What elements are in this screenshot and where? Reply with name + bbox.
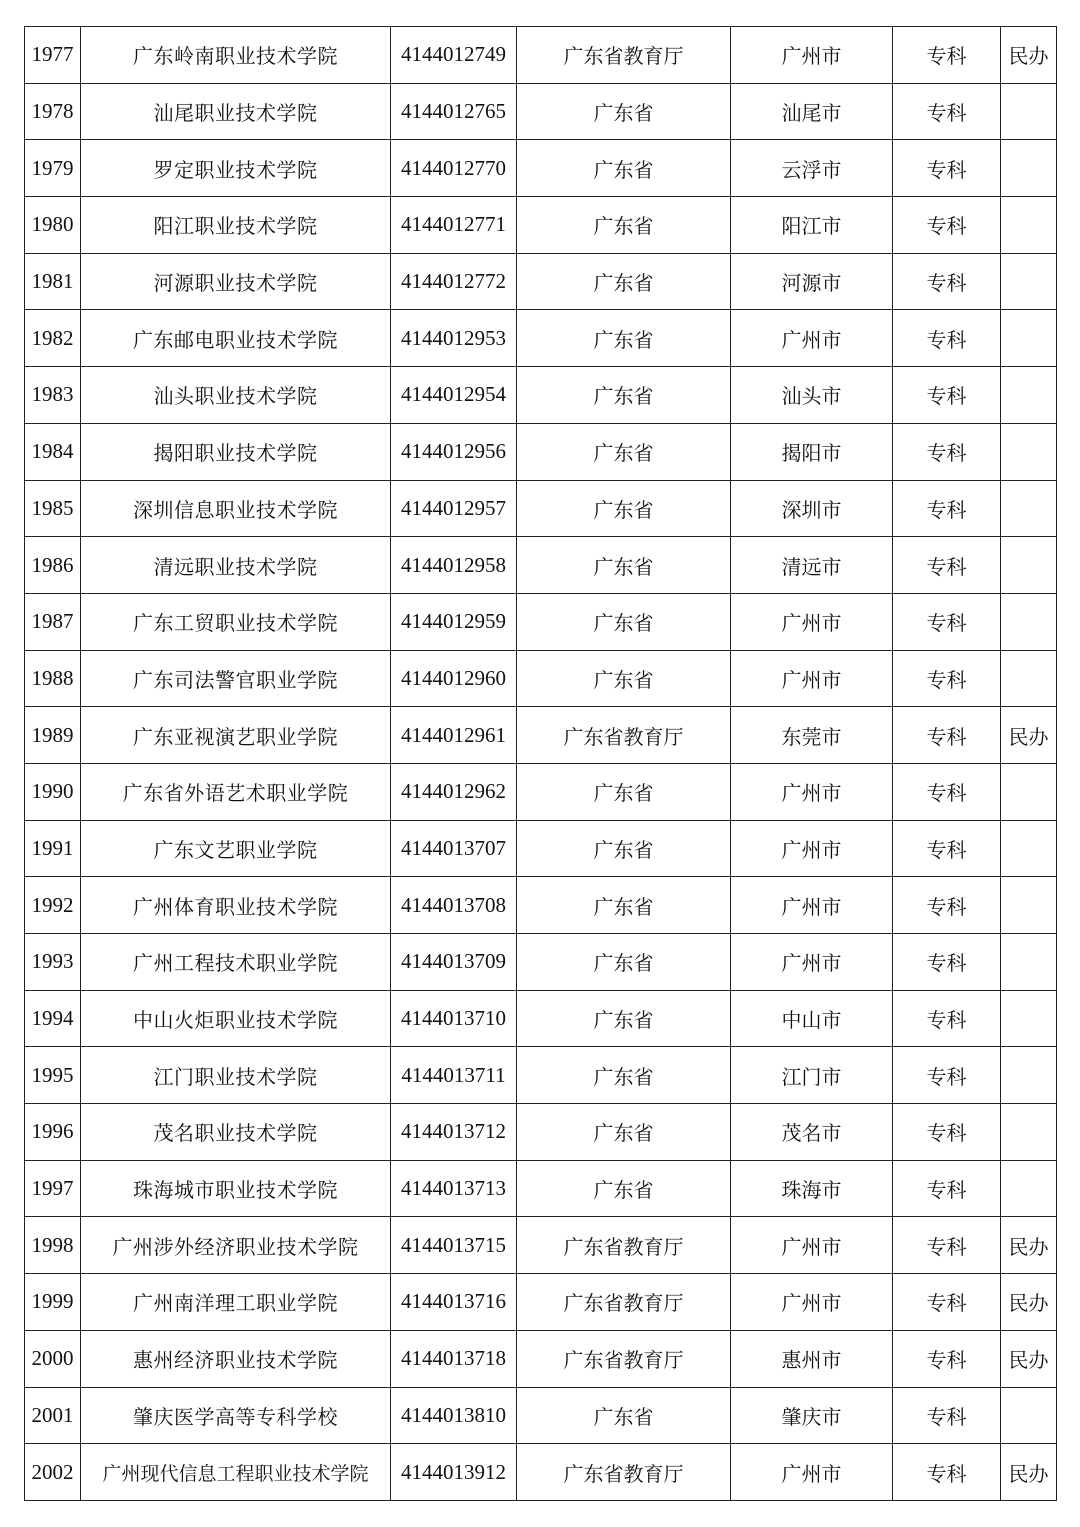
level-cell: 专科: [893, 763, 1001, 820]
note-cell: [1001, 877, 1057, 934]
note-cell: [1001, 1047, 1057, 1104]
table-body: [25, 27, 1057, 1501]
table-row: [25, 1444, 1057, 1501]
level-cell: 专科: [893, 1217, 1001, 1274]
authority-cell: 广东省教育厅: [517, 1217, 731, 1274]
institution-code-cell: 4144012765: [391, 83, 517, 140]
city-cell: 中山市: [731, 990, 893, 1047]
city-cell: 河源市: [731, 253, 893, 310]
institution-name-cell: 汕头职业技术学院: [81, 367, 391, 424]
row-number-cell: 1991: [25, 820, 81, 877]
institution-name-cell: 广东省外语艺术职业学院: [81, 763, 391, 820]
note-cell: [1001, 253, 1057, 310]
city-cell: 广州市: [731, 934, 893, 991]
authority-cell: 广东省: [517, 140, 731, 197]
city-cell: 广州市: [731, 1274, 893, 1331]
city-cell: 惠州市: [731, 1330, 893, 1387]
authority-cell: 广东省: [517, 763, 731, 820]
authority-cell: 广东省: [517, 1047, 731, 1104]
level-cell: 专科: [893, 593, 1001, 650]
institution-code-cell: 4144012959: [391, 593, 517, 650]
institution-name-cell: 深圳信息职业技术学院: [81, 480, 391, 537]
institution-code-cell: 4144013715: [391, 1217, 517, 1274]
institution-name-cell: 广州体育职业技术学院: [81, 877, 391, 934]
row-number-cell: 1989: [25, 707, 81, 764]
table-row: [25, 1160, 1057, 1217]
note-cell: 民办: [1001, 1444, 1057, 1501]
city-cell: 汕尾市: [731, 83, 893, 140]
note-cell: [1001, 820, 1057, 877]
table-row: [25, 83, 1057, 140]
row-number-cell: 1988: [25, 650, 81, 707]
table-row: [25, 480, 1057, 537]
authority-cell: 广东省: [517, 253, 731, 310]
institution-code-cell: 4144012956: [391, 423, 517, 480]
institution-code-cell: 4144012749: [391, 27, 517, 84]
table-row: [25, 877, 1057, 934]
level-cell: 专科: [893, 990, 1001, 1047]
institution-code-cell: 4144012960: [391, 650, 517, 707]
institution-code-cell: 4144012958: [391, 537, 517, 594]
institution-code-cell: 4144012953: [391, 310, 517, 367]
row-number-cell: 1986: [25, 537, 81, 594]
table-row: [25, 1274, 1057, 1331]
institution-name-cell: 广东工贸职业技术学院: [81, 593, 391, 650]
table-row: [25, 367, 1057, 424]
institution-name-cell: 广州现代信息工程职业技术学院: [81, 1444, 391, 1501]
note-cell: [1001, 480, 1057, 537]
authority-cell: 广东省: [517, 83, 731, 140]
institution-code-cell: 4144012957: [391, 480, 517, 537]
table-row: [25, 650, 1057, 707]
level-cell: 专科: [893, 310, 1001, 367]
row-number-cell: 1996: [25, 1104, 81, 1161]
institution-code-cell: 4144012772: [391, 253, 517, 310]
row-number-cell: 1997: [25, 1160, 81, 1217]
level-cell: 专科: [893, 1330, 1001, 1387]
institution-name-cell: 广东邮电职业技术学院: [81, 310, 391, 367]
institution-name-cell: 广东岭南职业技术学院: [81, 27, 391, 84]
authority-cell: 广东省: [517, 197, 731, 254]
institution-name-cell: 珠海城市职业技术学院: [81, 1160, 391, 1217]
institution-name-cell: 河源职业技术学院: [81, 253, 391, 310]
table-row: [25, 27, 1057, 84]
level-cell: 专科: [893, 1104, 1001, 1161]
institution-name-cell: 广东司法警官职业学院: [81, 650, 391, 707]
note-cell: [1001, 537, 1057, 594]
level-cell: 专科: [893, 197, 1001, 254]
institution-name-cell: 惠州经济职业技术学院: [81, 1330, 391, 1387]
level-cell: 专科: [893, 1160, 1001, 1217]
institution-code-cell: 4144013718: [391, 1330, 517, 1387]
row-number-cell: 1998: [25, 1217, 81, 1274]
note-cell: [1001, 367, 1057, 424]
note-cell: [1001, 1387, 1057, 1444]
city-cell: 茂名市: [731, 1104, 893, 1161]
authority-cell: 广东省: [517, 1104, 731, 1161]
table-row: [25, 763, 1057, 820]
row-number-cell: 2002: [25, 1444, 81, 1501]
city-cell: 广州市: [731, 1217, 893, 1274]
authority-cell: 广东省: [517, 990, 731, 1047]
row-number-cell: 1981: [25, 253, 81, 310]
city-cell: 广州市: [731, 820, 893, 877]
level-cell: 专科: [893, 423, 1001, 480]
table-row: [25, 1104, 1057, 1161]
institution-code-cell: 4144013711: [391, 1047, 517, 1104]
city-cell: 东莞市: [731, 707, 893, 764]
city-cell: 汕头市: [731, 367, 893, 424]
table-row: [25, 537, 1057, 594]
row-number-cell: 1990: [25, 763, 81, 820]
note-cell: [1001, 140, 1057, 197]
row-number-cell: 1979: [25, 140, 81, 197]
row-number-cell: 2001: [25, 1387, 81, 1444]
table-row: [25, 423, 1057, 480]
institution-name-cell: 揭阳职业技术学院: [81, 423, 391, 480]
institution-name-cell: 广州工程技术职业学院: [81, 934, 391, 991]
level-cell: 专科: [893, 140, 1001, 197]
table-row: [25, 253, 1057, 310]
table-row: [25, 1047, 1057, 1104]
level-cell: 专科: [893, 1274, 1001, 1331]
institution-name-cell: 茂名职业技术学院: [81, 1104, 391, 1161]
row-number-cell: 1992: [25, 877, 81, 934]
institution-name-cell: 广州南洋理工职业学院: [81, 1274, 391, 1331]
institution-name-cell: 广州涉外经济职业技术学院: [81, 1217, 391, 1274]
institution-name-cell: 广东文艺职业学院: [81, 820, 391, 877]
institution-name-cell: 肇庆医学高等专科学校: [81, 1387, 391, 1444]
note-cell: 民办: [1001, 27, 1057, 84]
city-cell: 广州市: [731, 310, 893, 367]
authority-cell: 广东省教育厅: [517, 1274, 731, 1331]
table-row: [25, 310, 1057, 367]
table-row: [25, 820, 1057, 877]
level-cell: 专科: [893, 83, 1001, 140]
institution-code-cell: 4144013912: [391, 1444, 517, 1501]
level-cell: 专科: [893, 367, 1001, 424]
city-cell: 肇庆市: [731, 1387, 893, 1444]
level-cell: 专科: [893, 480, 1001, 537]
institution-code-cell: 4144013712: [391, 1104, 517, 1161]
row-number-cell: 1983: [25, 367, 81, 424]
authority-cell: 广东省教育厅: [517, 1330, 731, 1387]
institution-name-cell: 江门职业技术学院: [81, 1047, 391, 1104]
row-number-cell: 1999: [25, 1274, 81, 1331]
city-cell: 江门市: [731, 1047, 893, 1104]
institution-name-cell: 中山火炬职业技术学院: [81, 990, 391, 1047]
city-cell: 广州市: [731, 593, 893, 650]
institution-name-cell: 清远职业技术学院: [81, 537, 391, 594]
city-cell: 珠海市: [731, 1160, 893, 1217]
note-cell: [1001, 990, 1057, 1047]
institution-table: [24, 26, 1057, 1501]
authority-cell: 广东省: [517, 1387, 731, 1444]
city-cell: 清远市: [731, 537, 893, 594]
authority-cell: 广东省教育厅: [517, 707, 731, 764]
table-row: [25, 1330, 1057, 1387]
institution-code-cell: 4144013713: [391, 1160, 517, 1217]
level-cell: 专科: [893, 820, 1001, 877]
city-cell: 广州市: [731, 650, 893, 707]
table-row: [25, 197, 1057, 254]
note-cell: [1001, 83, 1057, 140]
authority-cell: 广东省: [517, 877, 731, 934]
level-cell: 专科: [893, 934, 1001, 991]
city-cell: 广州市: [731, 763, 893, 820]
note-cell: 民办: [1001, 1330, 1057, 1387]
authority-cell: 广东省: [517, 934, 731, 991]
city-cell: 深圳市: [731, 480, 893, 537]
level-cell: 专科: [893, 1047, 1001, 1104]
authority-cell: 广东省: [517, 423, 731, 480]
city-cell: 云浮市: [731, 140, 893, 197]
row-number-cell: 1993: [25, 934, 81, 991]
table-row: [25, 707, 1057, 764]
institution-code-cell: 4144013810: [391, 1387, 517, 1444]
note-cell: [1001, 934, 1057, 991]
table-row: [25, 1217, 1057, 1274]
note-cell: 民办: [1001, 1274, 1057, 1331]
authority-cell: 广东省: [517, 1160, 731, 1217]
row-number-cell: 1994: [25, 990, 81, 1047]
authority-cell: 广东省: [517, 820, 731, 877]
institution-name-cell: 汕尾职业技术学院: [81, 83, 391, 140]
note-cell: [1001, 650, 1057, 707]
authority-cell: 广东省: [517, 480, 731, 537]
institution-name-cell: 罗定职业技术学院: [81, 140, 391, 197]
row-number-cell: 2000: [25, 1330, 81, 1387]
level-cell: 专科: [893, 253, 1001, 310]
authority-cell: 广东省: [517, 367, 731, 424]
note-cell: [1001, 310, 1057, 367]
institution-name-cell: 广东亚视演艺职业学院: [81, 707, 391, 764]
note-cell: [1001, 593, 1057, 650]
level-cell: 专科: [893, 707, 1001, 764]
city-cell: 广州市: [731, 877, 893, 934]
row-number-cell: 1985: [25, 480, 81, 537]
table-row: [25, 934, 1057, 991]
level-cell: 专科: [893, 27, 1001, 84]
institution-code-cell: 4144013716: [391, 1274, 517, 1331]
level-cell: 专科: [893, 1444, 1001, 1501]
authority-cell: 广东省: [517, 310, 731, 367]
row-number-cell: 1982: [25, 310, 81, 367]
note-cell: [1001, 423, 1057, 480]
row-number-cell: 1980: [25, 197, 81, 254]
note-cell: 民办: [1001, 1217, 1057, 1274]
institution-code-cell: 4144012954: [391, 367, 517, 424]
authority-cell: 广东省教育厅: [517, 27, 731, 84]
note-cell: [1001, 1160, 1057, 1217]
authority-cell: 广东省: [517, 537, 731, 594]
institution-code-cell: 4144013709: [391, 934, 517, 991]
note-cell: 民办: [1001, 707, 1057, 764]
authority-cell: 广东省教育厅: [517, 1444, 731, 1501]
row-number-cell: 1987: [25, 593, 81, 650]
table-row: [25, 593, 1057, 650]
institution-code-cell: 4144013708: [391, 877, 517, 934]
authority-cell: 广东省: [517, 593, 731, 650]
city-cell: 阳江市: [731, 197, 893, 254]
institution-code-cell: 4144013707: [391, 820, 517, 877]
table-row: [25, 990, 1057, 1047]
row-number-cell: 1984: [25, 423, 81, 480]
table-row: [25, 140, 1057, 197]
institution-code-cell: 4144013710: [391, 990, 517, 1047]
authority-cell: 广东省: [517, 650, 731, 707]
table-row: [25, 1387, 1057, 1444]
institution-code-cell: 4144012771: [391, 197, 517, 254]
level-cell: 专科: [893, 650, 1001, 707]
city-cell: 广州市: [731, 1444, 893, 1501]
level-cell: 专科: [893, 1387, 1001, 1444]
note-cell: [1001, 1104, 1057, 1161]
city-cell: 广州市: [731, 27, 893, 84]
note-cell: [1001, 763, 1057, 820]
institution-code-cell: 4144012962: [391, 763, 517, 820]
level-cell: 专科: [893, 877, 1001, 934]
level-cell: 专科: [893, 537, 1001, 594]
note-cell: [1001, 197, 1057, 254]
institution-code-cell: 4144012961: [391, 707, 517, 764]
institution-name-cell: 阳江职业技术学院: [81, 197, 391, 254]
institution-code-cell: 4144012770: [391, 140, 517, 197]
row-number-cell: 1978: [25, 83, 81, 140]
row-number-cell: 1995: [25, 1047, 81, 1104]
city-cell: 揭阳市: [731, 423, 893, 480]
row-number-cell: 1977: [25, 27, 81, 84]
